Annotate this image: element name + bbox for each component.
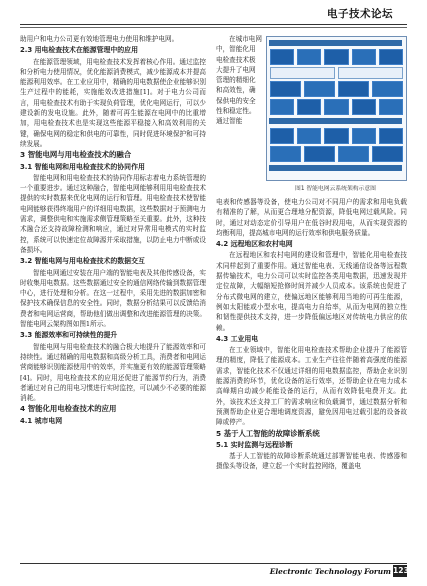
paragraph: 基于人工智能的故障诊断系统通过部署智能电表、传感器和摄像头等设备，建立起一个实时监控网络，覆盖电 (216, 452, 407, 471)
paragraph: 在远程地区和农村电网的建设和管理中，智能化用电检查技术同样起到了重要作用。通过智能电表、无线通信设备等远程数据传输技术，电力公司可以实时监控各类用电数据，迅速发现并定位故障，大幅缩短抢修时间并减少人员成本。该系统也促进了分布式微电网的建立，使偏远地区能够利用当地的可再生能源，例如太阳能或小型水电，提高电力自给率，从而为电网的独立性和韧性提供技术支持，进一步降低偏远地区对传统电力供应的依赖。 (216, 251, 407, 332)
figure-node-icon (270, 99, 294, 115)
figure-row (270, 99, 403, 115)
section-heading: 4 智能化用电检查技术的应用 (20, 404, 117, 414)
figure-row (270, 146, 403, 162)
paragraph: 智能电网通过安装在用户端的智能电表及其他传感设备，实时收集用电数据。这些数据通过安全的通信网络传输到数据管理中心，进行处理和分析。在这一过程中，采用先进的数据加密和保护技术确保信息的安全性。同时，数据分析结果可以反馈给消费者和电网运营商，帮助他们做出调整和改进能源管理的决策。智能电网云架构图如图1所示。 (20, 268, 206, 329)
figure-node-icon (372, 146, 403, 162)
header-rule-thin (20, 27, 407, 28)
figure-node-icon (338, 146, 369, 162)
figure-node-icon (324, 99, 348, 115)
figure-caption: 图1 智能电网云系统架构示意图 (295, 186, 376, 192)
journal-english-title: Electronic Technology Forum (269, 567, 391, 576)
figure-row (270, 67, 403, 79)
figure-node-icon (352, 128, 376, 144)
figure-row (270, 128, 403, 144)
figure-node-icon (304, 146, 335, 162)
footer-rule (20, 563, 407, 564)
section-heading: 3.3 能源效率和可持续性的提升 (20, 331, 118, 340)
paragraph: 电表和传感器等设备，使电力公司对不同用户的需求和用电负载有精准的了解，从而更合理地分配资源，降低电网过载风险。同时，通过对动态定价引导用户在低谷时段用电，从而实现资源的均衡利用，提高城市电网的运行效率和供电服务质量。 (216, 198, 407, 237)
figure-node-icon (379, 49, 403, 65)
figure-node-icon (324, 49, 348, 65)
figure-layer-box (338, 67, 403, 79)
section-heading: 4.1 城市电网 (20, 416, 63, 425)
journal-header-title: 电子技术论坛 (327, 8, 393, 20)
figure-layer-box (270, 67, 335, 79)
figure-node-icon (297, 49, 321, 65)
figure-row (270, 81, 403, 97)
figure-node-icon (270, 128, 294, 144)
paragraph: 智能电网和用电检查技术的协同作用标志着电力系统管理的一个重要进步。通过这种融合，智能电网能够利用用电检查技术提供的实时数据来优化电网的运行和管理。用电检查技术使智能电网能够获得终端用户的详细用电数据，这些数据对于预测电力需求，调整供电和实施需求侧管理策略至关重要。此外，这种技术融合还支持故障检测和响应，通过对异常用电模式的实时监控，系统可以快速定位故障源并采取措施，以防止电力中断或设备损坏。 (20, 173, 206, 254)
figure-node-icon (270, 146, 301, 162)
figure-mid-band (269, 118, 402, 124)
figure-node-icon (338, 81, 369, 97)
page-number: 123 (393, 566, 409, 575)
section-heading: 3.1 智能电网和用电检查技术的协同作用 (20, 162, 145, 171)
paragraph: 助用户和电力公司更有效地管理电力使用和维护电网。 (20, 35, 179, 43)
header-rule (20, 24, 407, 25)
figure-node-icon (324, 128, 348, 144)
figure-node-icon (352, 49, 376, 65)
smart-grid-cloud-architecture-figure (266, 36, 407, 181)
figure-side-text (216, 34, 262, 127)
paragraph: 在能源管理领域，用电检查技术发挥着核心作用。通过监控和分析电力使用情况，优化能源消费模式，减少能源成本并提高能源利用效率。在工业应用中，精确的用电数据使企业能够识别生产过程中的能耗，实施能效改进措施[1]。对于电力公司而言，用电检查技术有助于实现负荷管理，优化电网运行，可以少建设新的发电设施。此外，随着可再生能源在电网中的比重增加，用电检查技术也是实现这些能源平稳接入和高效利用的关键，确保电网的稳定和供电的可靠性，同时促进环境保护和可持续发展。 (20, 57, 206, 148)
section-heading: 4.3 工业用电 (216, 334, 259, 343)
figure-node-icon (297, 128, 321, 144)
paragraph: 在工业领域中，智能化用电检查技术帮助企业提升了能源管理的精度，降低了能源成本。工业生产往往伴随着高强度的能源需求，智能化技术不仅通过详细的用电数据监控，帮助企业识别能源消费的环节，优化设备的运行效率，还帮助企业在电力成本高峰期自动减少耗能设备的运行，从而有效降低电费开支。此外，该技术还支持工厂的需求响应和负载调节，通过数据分析和预测帮助企业更合理地调度资源，避免因用电过载引起的设备故障或停产。 (216, 346, 407, 427)
paragraph: 智能电网与用电检查技术的融合极大地提升了能源效率和可持续性。通过精确的用电数据和高级分析工具，消费者和电网运营商能够识别能源使用中的效率，并实施更有效的能源管理策略[4]。同时，用电检查技术的应用还促进了能源节约行为，消费者通过对自己的用电习惯进行实时监控，可以减少不必要的能源消耗。 (20, 342, 206, 403)
section-heading: 4.2 远程地区和农村电网 (216, 240, 293, 249)
left-column (20, 34, 206, 427)
figure-node-icon (270, 81, 301, 97)
section-heading: 5 基于人工智能的故障诊断系统 (216, 428, 320, 438)
section-heading: 5.1 实时监测与远程诊断 (216, 440, 293, 449)
figure-row (270, 49, 403, 65)
section-heading: 3.2 智能电网与用电检查技术的数据交互 (20, 257, 145, 266)
section-heading: 3 智能电网与用电检查技术的融合 (20, 150, 132, 160)
right-column (216, 34, 407, 472)
figure-bottom-band (269, 165, 402, 171)
paragraph: 在城市电网中，智能化用电检查技术极大提升了电网管理的精细化和高效性，确保供电的安全性和稳定性。通过智能 (216, 35, 262, 126)
figure-block (216, 34, 407, 197)
figure-node-icon (297, 99, 321, 115)
figure-node-icon (352, 99, 376, 115)
figure-node-icon (372, 81, 403, 97)
section-heading: 2.3 用电检查技术在能源管理中的应用 (20, 46, 138, 55)
figure-node-icon (270, 49, 294, 65)
figure-node-icon (379, 128, 403, 144)
figure-node-icon (304, 81, 335, 97)
figure-node-icon (379, 99, 403, 115)
figure-top-band (269, 40, 402, 46)
